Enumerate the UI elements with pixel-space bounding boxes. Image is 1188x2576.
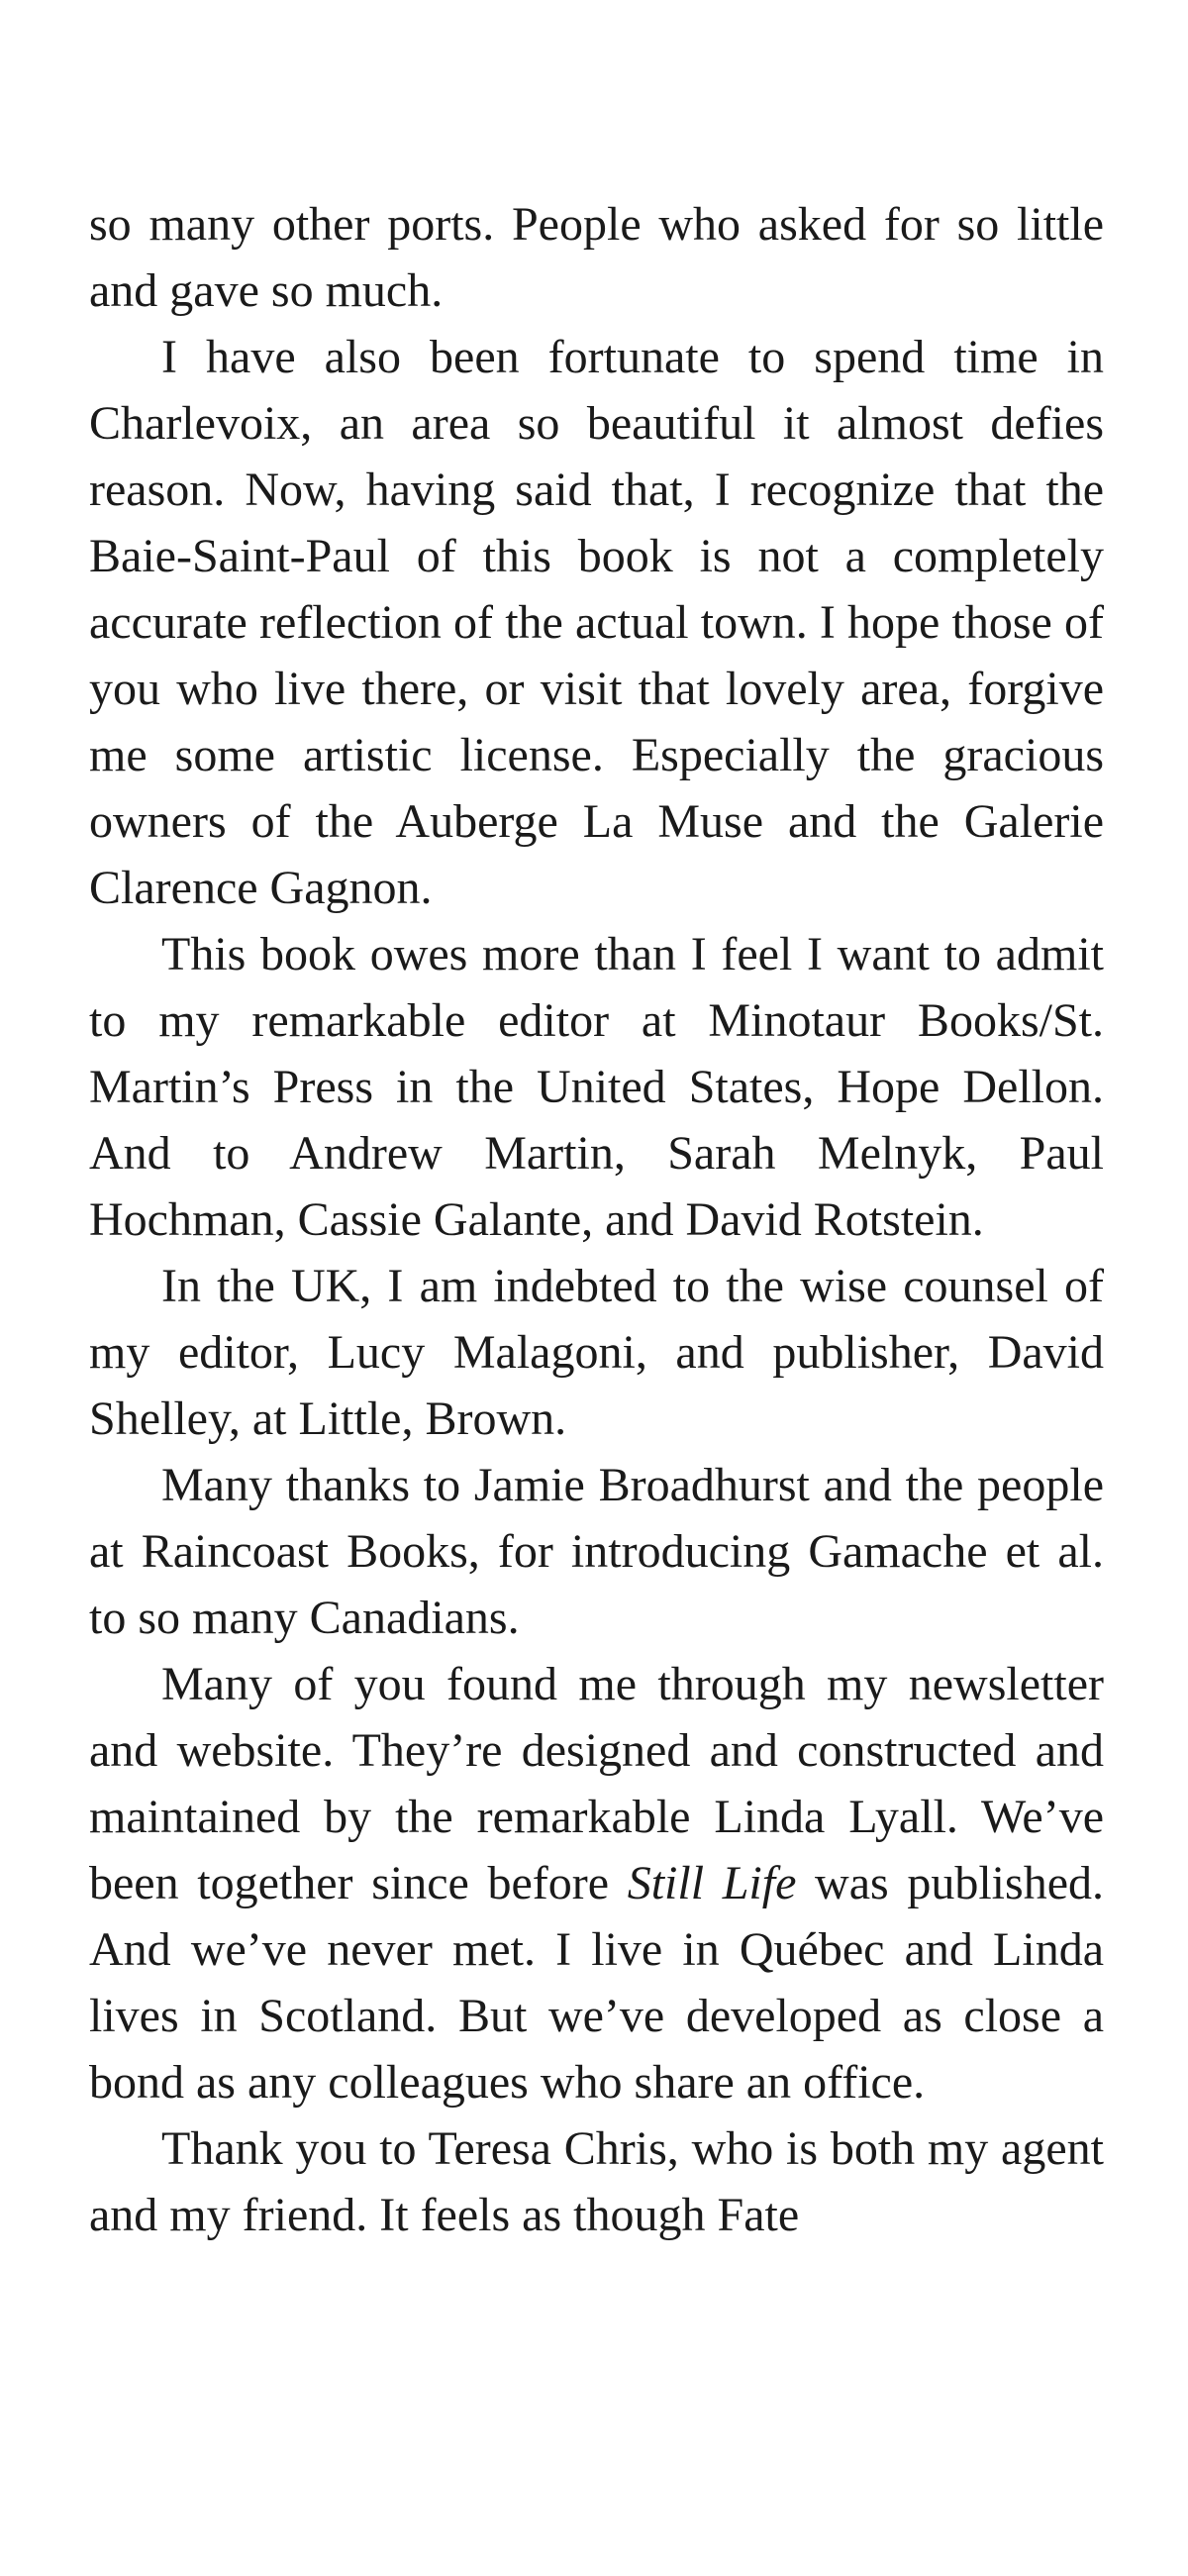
paragraph-text: so many other ports. People who asked for so little and gave so much. bbox=[89, 198, 1104, 317]
paragraph bbox=[89, 1651, 1104, 2115]
italic-book-title: Still Life bbox=[627, 1857, 797, 1909]
paragraph bbox=[89, 191, 1104, 324]
paragraph bbox=[89, 2115, 1104, 2248]
paragraph-text: was published. And we’ve never met. I live in Québec and Linda lives in Scotland. But we’ve developed as close a bond as any colleagues who share an office. bbox=[89, 1857, 1104, 2109]
paragraph-text: Many of you found me through my newsletter and website. They’re designed and constructed and maintained by the remarkable Linda Lyall. We’ve been together since before bbox=[89, 1658, 1104, 1909]
book-page-text bbox=[89, 191, 1104, 2248]
paragraph bbox=[89, 921, 1104, 1253]
paragraph-text: This book owes more than I feel I want to admit to my remarkable editor at Minotaur Books/St. Martin’s Press in the United States, Hope Dellon. And to Andrew Martin, Sarah Melnyk, Paul Hochman, Cassie Galante, and David Rotstein. bbox=[89, 928, 1104, 1246]
paragraph-text: In the UK, I am indebted to the wise counsel of my editor, Lucy Malagoni, and publisher, David Shelley, at Little, Brown. bbox=[89, 1260, 1104, 1445]
paragraph-text: Many thanks to Jamie Broadhurst and the people at Raincoast Books, for introducing Gamache et al. to so many Canadians. bbox=[89, 1459, 1104, 1644]
paragraph bbox=[89, 1452, 1104, 1651]
paragraph-text: Thank you to Teresa Chris, who is both my agent and my friend. It feels as though Fate bbox=[89, 2122, 1104, 2241]
paragraph bbox=[89, 324, 1104, 921]
paragraph-text: I have also been fortunate to spend time in Charlevoix, an area so beautiful it almost defies reason. Now, having said that, I recognize that the Baie-Saint-Paul of this book is not a completely accurate reflection of the actual town. I hope those of you who live there, or visit that lovely area, forgive me some artistic license. Especially the gracious owners of the Auberge La Muse and the Galerie Clarence Gagnon. bbox=[89, 331, 1104, 914]
paragraph bbox=[89, 1253, 1104, 1452]
